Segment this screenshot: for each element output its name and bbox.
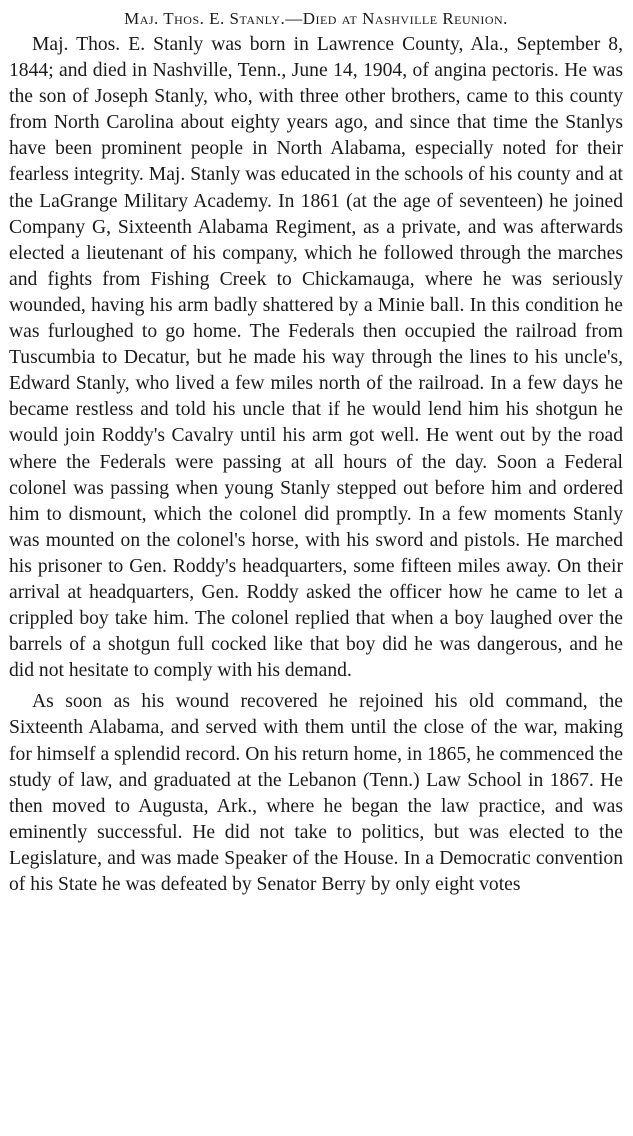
article-heading: Maj. Thos. E. Stanly.—Died at Nashville Reunion. (124, 9, 508, 28)
paragraph-2: As soon as his wound recovered he rejoined his old command, the Sixteenth Alabama, and served with them until the close of the war, making for himself a splendid record. On his return home, in 1865, he commenced the study of law, and graduated at the Lebanon (Tenn.) Law School in 1867. He then moved to Augusta, Ark., where he began the law practice, and was eminently successful. He did not take to politics, but was elected to the Legislature, and was made Speaker of the House. In a Democratic convention of his State he was defeated by Senator Berry by only eight votes (9, 691, 623, 895)
paragraph-1: Maj. Thos. E. Stanly was born in Lawrence County, Ala., September 8, 1844; and died in Nashville, Tenn., June 14, 1904, of angina pectoris. He was the son of Joseph Stanly, who, with three other brothers, came to this county from North Carolina about eighty years ago, and since that time the Stanlys have been prominent people in North Alabama, especially noted for their fearless integrity. Maj. Stanly was educated in the schools of his county and at the LaGrange Military Academy. In 1861 (at the age of seventeen) he joined Company G, Sixteenth Alabama Regiment, as a private, and was afterwards elected a lieutenant of his company, which he followed through the marches and fights from Fishing Creek to Chickamauga, where he was seriously wounded, having his arm badly shattered by a Minie ball. In this condition he was furloughed to go home. The Federals then occupied the railroad from Tuscumbia to Decatur, but he made his way through the lines to his uncle's, Edward Stanly, who lived a few miles north of the railroad. In a few days he became restless and told his uncle that if he would lend him his shotgun he would join Roddy's Cavalry until his arm got well. He went out by the road where the Federals were passing at all hours of the day. Soon a Federal colonel was passing when young Stanly stepped out before him and ordered him to dismount, which the colonel did promptly. In a few moments Stanly was mounted on the colonel's horse, with his sword and pistols. He marched his prisoner to Gen. Roddy's headquarters, some fifteen miles away. On their arrival at headquarters, Gen. Roddy asked the officer how he came to let a crippled boy take him. The colonel replied that when a boy laughed over the barrels of a shotgun full cocked like that boy did he was dangerous, and he did not hesitate to comply with his demand. (9, 34, 623, 682)
